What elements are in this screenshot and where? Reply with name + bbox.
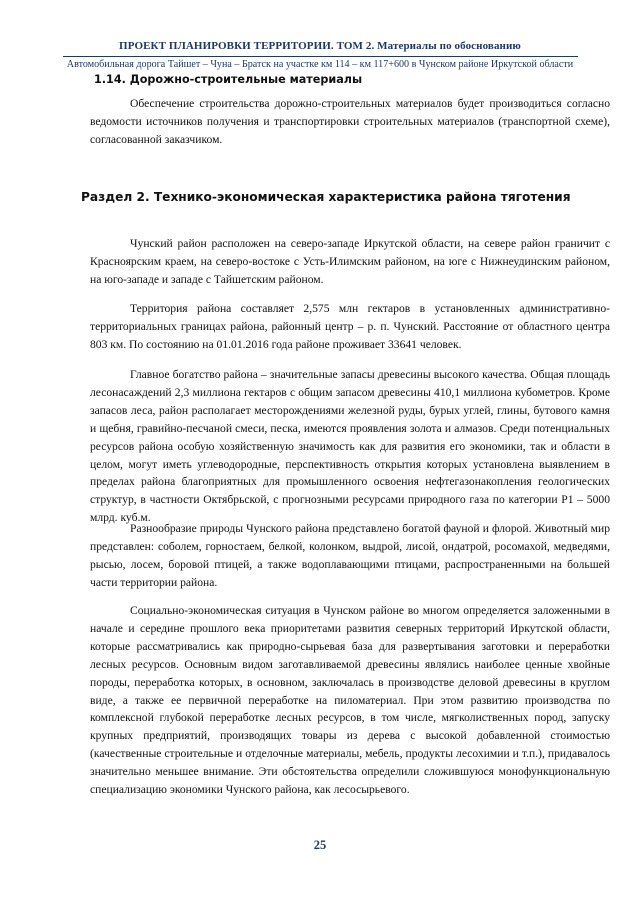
header-title: ПРОЕКТ ПЛАНИРОВКИ ТЕРРИТОРИИ. ТОМ 2. Материалы по обоснованию xyxy=(119,40,521,52)
paragraph-territory: Территория района составляет 2,575 млн гектаров в установленных административно-территориальных границах района, районный центр – р. п. Чунский. Расстояние от областного центра 803 км. По состоянию на 01.01.2016 года районе проживает 33641 человек. xyxy=(90,302,610,351)
paragraph-nature: Разнообразие природы Чунского района представлено богатой фауной и флорой. Животный мир представлен: соболем, горностаем, белкой, колонком, выдрой, лисой, ондатрой, росомахой, медведями, рысью, лосем, боровой птицей, а также водоплавающими птицами, распространенными на большей части территории района. xyxy=(90,522,610,589)
header-subtitle: Автомобильная дорога Тайшет – Чуна – Братск на участке км 114 – км 117+600 в Чунском районе Иркутской области xyxy=(66,59,574,70)
paragraph-resources: Главное богатство района – значительные запасы древесины высокого качества. Общая площадь лесонасаждений 2,3 миллиона гектаров с общим запасом древесины 410,1 миллиона кубометров. Кроме запасов леса, район располагает месторождениями железной руды, бурых углей, глины, бутового камня и щебня, гравийно-песчаной смеси, песка, имеются проявления золота и алмазов. Среди потенциальных ресурсов района особую хозяйственную значимость как для развития его экономики, так и области в целом, могут иметь углеводородные, перспективность открытия которых установлена выявлением в пределах района благоприятных для промышленного освоения нефтегазонакопления геологических структур, в частности Октябрьской, с прогнозными ресурсами природного газа по категории Р1 – 5000 млрд. куб.м. xyxy=(90,368,610,525)
paragraph-economy: Социально-экономическая ситуация в Чунском районе во многом определяется заложенными в начале и середине прошлого века приоритетами развития северных территорий Иркутской области, которые рассматривались как природно-сырьевая база для развертывания заготовки и переработки лесных ресурсов. Основным видом заготавливаемой древесины являлись наиболее ценные хвойные породы, переработка которых, в основном, заключалась в производстве деловой древесины в круглом виде, а также ее первичной переработке на пиломатериал. При этом развитию производства по комплексной глубокой переработке лесных ресурсов, в том числе, мягколиственных пород, запуску крупных предприятий, производящих товары из дерева с высокой добавленной стоимостью (качественные строительные и отделочные материалы, мебель, продукты лесохимии и т.п.), придавалось значительно меньшее внимание. Эти обстоятельства определили сложившуюся монофункциональную специализацию экономики Чунского района, как лесосырьевого. xyxy=(90,604,610,797)
paragraph-materials: Обеспечение строительства дорожно-строительных материалов будет производиться согласно ведомости источников получения и транспортировки строительных материалов (транспортной схеме), согласованной заказчиком. xyxy=(90,97,610,146)
page-number: 25 xyxy=(313,838,327,852)
subsection-heading: 1.14. Дорожно-строительные материалы xyxy=(94,73,363,86)
section-heading: Раздел 2. Технико-экономическая характеристика района тяготения xyxy=(81,190,571,204)
paragraph-location: Чунский район расположен на северо-западе Иркутской области, на севере район граничит с Красноярским краем, на северо-востоке с Усть-Илимским районом, на юге с Нижнеудинским районом, на юго-западе и западе с Тайшетским районом. xyxy=(90,237,610,286)
header-divider xyxy=(63,56,578,57)
